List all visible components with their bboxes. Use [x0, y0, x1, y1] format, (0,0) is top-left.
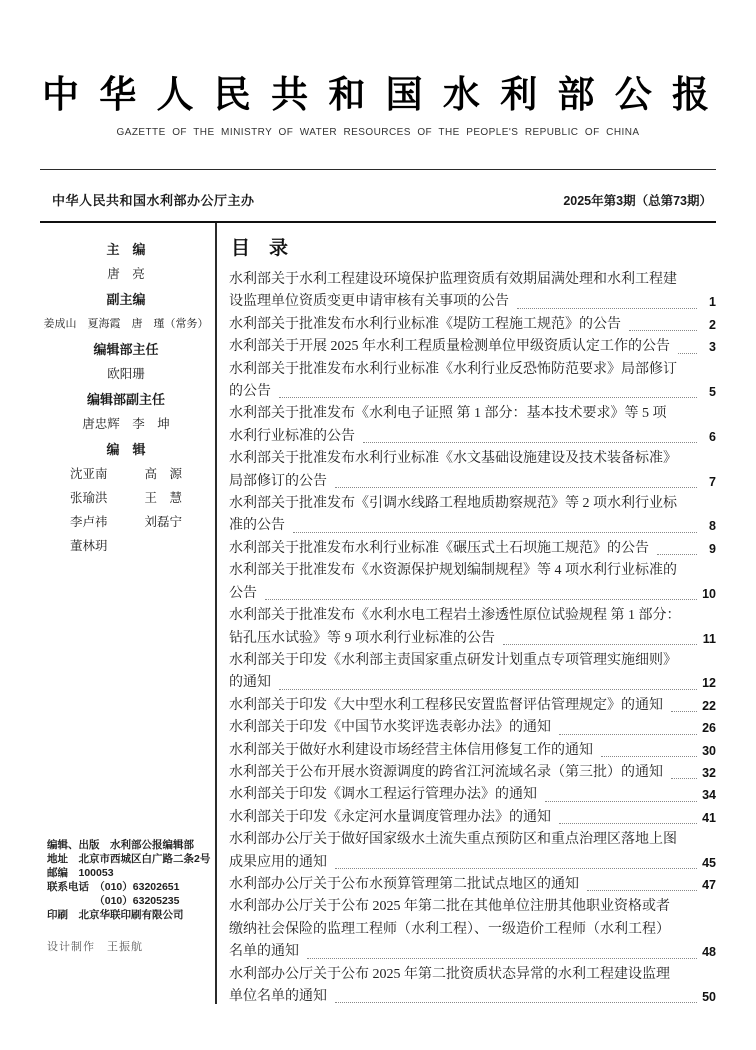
- editor-name: 李卢祎: [70, 515, 108, 529]
- gazette-subtitle-english: GAZETTE OF THE MINISTRY OF WATER RESOURCES OF THE PEOPLE'S REPUBLIC OF CHINA: [116, 127, 640, 138]
- toc-entry-title: 成果应用的通知: [229, 854, 327, 870]
- editor-name-row: [70, 486, 182, 510]
- toc-page-number: 11: [702, 631, 716, 646]
- toc-entry-title: 水利部关于批准发布《引调水线路工程地质勘察规范》等 2 项水利行业标: [229, 496, 677, 512]
- toc-entry-title: 水利部关于公布开展水资源调度的跨省江河流域名录（第三批）的通知: [229, 764, 663, 780]
- dotted-leader: [657, 554, 697, 555]
- toc-line: [229, 941, 716, 963]
- toc-entry-title: 水利行业标准的公告: [229, 428, 355, 444]
- toc-entry-title: 水利部关于印发《中国节水奖评选表彰办法》的通知: [229, 720, 551, 736]
- dotted-leader: [671, 711, 697, 712]
- toc-line: [229, 852, 716, 874]
- toc-entry: [229, 403, 716, 448]
- toc-line: [229, 740, 716, 762]
- toc-line: [229, 515, 716, 537]
- toc-line: [229, 381, 716, 403]
- toc-line: [229, 784, 716, 806]
- toc-entry-title: 局部修订的公告: [229, 473, 327, 489]
- toc-entry-title: 水利部办公厅关于公布水预算管理第二批试点地区的通知: [229, 876, 579, 892]
- toc-entry-title: 水利部关于批准发布水利行业标准《堤防工程施工规范》的公告: [229, 316, 621, 332]
- toc-page-number: 9: [709, 541, 716, 556]
- dotted-leader: [307, 958, 697, 959]
- toc-page-number: 7: [709, 474, 716, 489]
- editors-label: 编 辑: [106, 442, 146, 457]
- table-of-contents: [229, 233, 716, 1008]
- toc-entry: [229, 964, 716, 1009]
- toc-entry-title: 水利部关于水利工程建设环境保护监理资质有效期届满处理和水利工程建: [229, 272, 677, 287]
- toc-entry-title: 设监理单位资质变更申请审核有关事项的公告: [229, 294, 509, 310]
- toc-line: [229, 426, 716, 448]
- toc-line: [229, 314, 716, 336]
- toc-page-number: 34: [702, 788, 716, 803]
- toc-line: [229, 538, 716, 560]
- toc-entry-title: 水利部关于批准发布《水利电子证照 第 1 部分：基本技术要求》等 5 项: [229, 406, 667, 422]
- toc-entry-title: 的公告: [229, 384, 271, 400]
- publication-info-row: [52, 190, 712, 209]
- editor-name-row: [70, 510, 182, 534]
- toc-entry: [229, 538, 716, 560]
- gazette-title: 中 华 人 民 共 和 国 水 利 部 公 报: [41, 74, 715, 115]
- toc-entry-title: 水利部关于印发《大中型水利工程移民安置监督评估管理规定》的通知: [229, 697, 663, 713]
- dotted-leader: [629, 330, 697, 331]
- editor-name: 董林玥: [70, 539, 108, 553]
- header-rule-top: [40, 169, 716, 170]
- toc-entry-title: 缴纳社会保险的监理工程师（水利工程）、一级造价工程师（水利工程）: [229, 921, 670, 937]
- toc-page-number: 12: [702, 676, 716, 691]
- toc-line: [229, 986, 716, 1008]
- toc-line: [229, 448, 716, 470]
- toc-line: [229, 650, 716, 672]
- issue-number: 2025年第3期（总第73期）: [563, 193, 712, 208]
- toc-line: [229, 672, 716, 694]
- toc-page-number: 26: [702, 721, 716, 736]
- editor-name: 王 慧: [144, 491, 182, 505]
- toc-entry: [229, 896, 716, 963]
- toc-entry-title: 水利部关于印发《永定河水量调度管理办法》的通知: [229, 809, 551, 825]
- toc-entry-title: 的通知: [229, 675, 271, 691]
- toc-entry-title: 水利部关于开展 2025 年水利工程质量检测单位甲级资质认定工作的公告: [229, 339, 670, 355]
- publisher-line: 中华人民共和国水利部办公厅主办: [52, 193, 255, 208]
- dotted-leader: [265, 599, 697, 600]
- dotted-leader: [335, 1002, 697, 1003]
- toc-line: [229, 964, 716, 986]
- toc-entry-title: 准的公告: [229, 518, 285, 534]
- toc-entry: [229, 650, 716, 695]
- designer-credit: 设计制作 王振航: [47, 941, 143, 953]
- dotted-leader: [363, 442, 697, 443]
- toc-entry-title: 水利部关于印发《水利部主责国家重点研发计划重点专项管理实施细则》: [229, 652, 677, 668]
- toc-line: [229, 291, 716, 313]
- contact-phone-line-2: （010）63205235: [47, 895, 180, 907]
- masthead-sidebar: [40, 237, 212, 558]
- toc-entry-title: 单位名单的通知: [229, 989, 327, 1004]
- editorial-dept-deputy-label: 编辑部副主任: [86, 392, 165, 407]
- toc-line: [229, 807, 716, 829]
- toc-entry: [229, 493, 716, 538]
- toc-line: [229, 583, 716, 605]
- dotted-leader: [587, 890, 697, 891]
- toc-page-number: 2: [709, 317, 716, 332]
- toc-page-number: 50: [702, 990, 716, 1004]
- toc-entry-title: 水利部关于批准发布水利行业标准《水文基础设施建设及技术装备标准》: [229, 451, 677, 467]
- toc-page-number: 10: [702, 586, 716, 601]
- toc-line: [229, 403, 716, 425]
- toc-entry: [229, 314, 716, 336]
- toc-line: [229, 762, 716, 784]
- toc-entry-title: 公告: [229, 585, 257, 601]
- toc-line: [229, 874, 716, 896]
- toc-entry-title: 水利部办公厅关于做好国家级水土流失重点预防区和重点治理区落地上图: [229, 832, 677, 848]
- toc-line: [229, 717, 716, 739]
- toc-list: [229, 269, 716, 1008]
- toc-entry-title: 水利部关于批准发布《水资源保护规划编制规程》等 4 项水利行业标准的: [229, 563, 677, 579]
- toc-page-number: 5: [709, 385, 716, 400]
- chief-editor-label: 主 编: [106, 242, 146, 257]
- editor-name: 张瑜洪: [70, 491, 108, 505]
- toc-line: [229, 493, 716, 515]
- deputy-editor-names: 姜成山 夏海霞 唐 瑾（常务）: [43, 318, 209, 330]
- dotted-leader: [671, 778, 697, 779]
- toc-entry: [229, 269, 716, 314]
- toc-heading: 目 录: [231, 238, 289, 259]
- contact-printer-line: 印刷 北京华联印刷有限公司: [47, 909, 184, 921]
- toc-entry: [229, 359, 716, 404]
- contact-phone-line-1: 联系电话 （010）63202651: [47, 881, 180, 893]
- toc-page-number: 41: [702, 810, 716, 825]
- contact-block: [47, 838, 210, 922]
- toc-entry-title: 水利部办公厅关于公布 2025 年第二批资质状态异常的水利工程建设监理: [229, 966, 670, 982]
- toc-line: [229, 628, 716, 650]
- toc-entry: [229, 605, 716, 650]
- dotted-leader: [335, 868, 697, 869]
- toc-page-number: 32: [702, 765, 716, 780]
- editorial-dept-head-label: 编辑部主任: [93, 342, 159, 357]
- toc-page-number: 48: [702, 945, 716, 960]
- editorial-dept-head-name: 欧阳珊: [107, 367, 145, 381]
- toc-entry: [229, 336, 716, 358]
- toc-entry-title: 水利部关于批准发布《水利水电工程岩土渗透性原位试验规程 第 1 部分：: [229, 608, 681, 624]
- toc-entry: [229, 740, 716, 762]
- dotted-leader: [335, 487, 697, 488]
- header-rule-bottom: [40, 221, 716, 223]
- toc-page-number: 22: [702, 698, 716, 713]
- dotted-leader: [559, 823, 697, 824]
- toc-line: [229, 560, 716, 582]
- toc-line: [229, 896, 716, 918]
- toc-page-number: 3: [709, 340, 716, 355]
- toc-entry: [229, 762, 716, 784]
- toc-entry: [229, 784, 716, 806]
- toc-line: [229, 919, 716, 941]
- dotted-leader: [279, 689, 697, 690]
- editor-name-row: [70, 534, 182, 558]
- toc-entry-title: 水利部办公厅关于公布 2025 年第二批在其他单位注册其他职业资格或者: [229, 899, 670, 915]
- toc-entry: [229, 807, 716, 829]
- editor-name: 高 源: [144, 467, 182, 481]
- toc-entry: [229, 448, 716, 493]
- toc-line: [229, 269, 716, 291]
- deputy-editor-label: 副主编: [106, 292, 146, 307]
- toc-line: [229, 471, 716, 493]
- dotted-leader: [517, 308, 697, 309]
- toc-entry: [229, 560, 716, 605]
- toc-line: [229, 359, 716, 381]
- toc-page-number: 8: [709, 519, 716, 534]
- toc-entry-title: 水利部关于批准发布水利行业标准《碾压式土石坝施工规范》的公告: [229, 540, 649, 556]
- editor-name-row: [70, 462, 182, 486]
- dotted-leader: [559, 734, 697, 735]
- toc-entry: [229, 874, 716, 896]
- toc-entry: [229, 717, 716, 739]
- dotted-leader: [279, 397, 697, 398]
- editor-name: 刘磊宁: [144, 515, 182, 529]
- toc-line: [229, 336, 716, 358]
- editorial-dept-deputy-names: 唐忠辉 李 坤: [82, 417, 170, 431]
- sidebar-divider: [215, 223, 217, 1004]
- toc-entry-title: 水利部关于批准发布水利行业标准《水利行业反恐怖防范要求》局部修订: [229, 361, 677, 377]
- toc-entry-title: 钻孔压水试验》等 9 项水利行业标准的公告: [229, 630, 495, 646]
- toc-page-number: 45: [702, 855, 716, 870]
- chief-editor-name: 唐 亮: [107, 267, 145, 281]
- contact-postcode-line: 邮编 100053: [47, 867, 114, 879]
- toc-line: [229, 605, 716, 627]
- toc-entry: [229, 695, 716, 717]
- toc-page-number: 47: [702, 877, 716, 892]
- toc-entry-title: 名单的通知: [229, 944, 299, 960]
- toc-entry-title: 水利部关于印发《调水工程运行管理办法》的通知: [229, 787, 537, 803]
- contact-publisher-line: 编辑、出版 水利部公报编辑部: [47, 839, 194, 851]
- contact-address-line: 地址 北京市西城区白广路二条2号: [47, 853, 211, 865]
- toc-page-number: 30: [702, 743, 716, 758]
- toc-page-number: 6: [709, 429, 716, 444]
- dotted-leader: [545, 801, 697, 802]
- dotted-leader: [601, 756, 697, 757]
- toc-line: [229, 829, 716, 851]
- dotted-leader: [293, 532, 697, 533]
- toc-entry: [229, 829, 716, 874]
- dotted-leader: [678, 353, 697, 354]
- dotted-leader: [503, 644, 697, 645]
- toc-page-number: 1: [709, 295, 716, 310]
- editor-name: 沈亚南: [70, 467, 108, 481]
- toc-line: [229, 695, 716, 717]
- toc-entry-title: 水利部关于做好水利建设市场经营主体信用修复工作的通知: [229, 742, 593, 758]
